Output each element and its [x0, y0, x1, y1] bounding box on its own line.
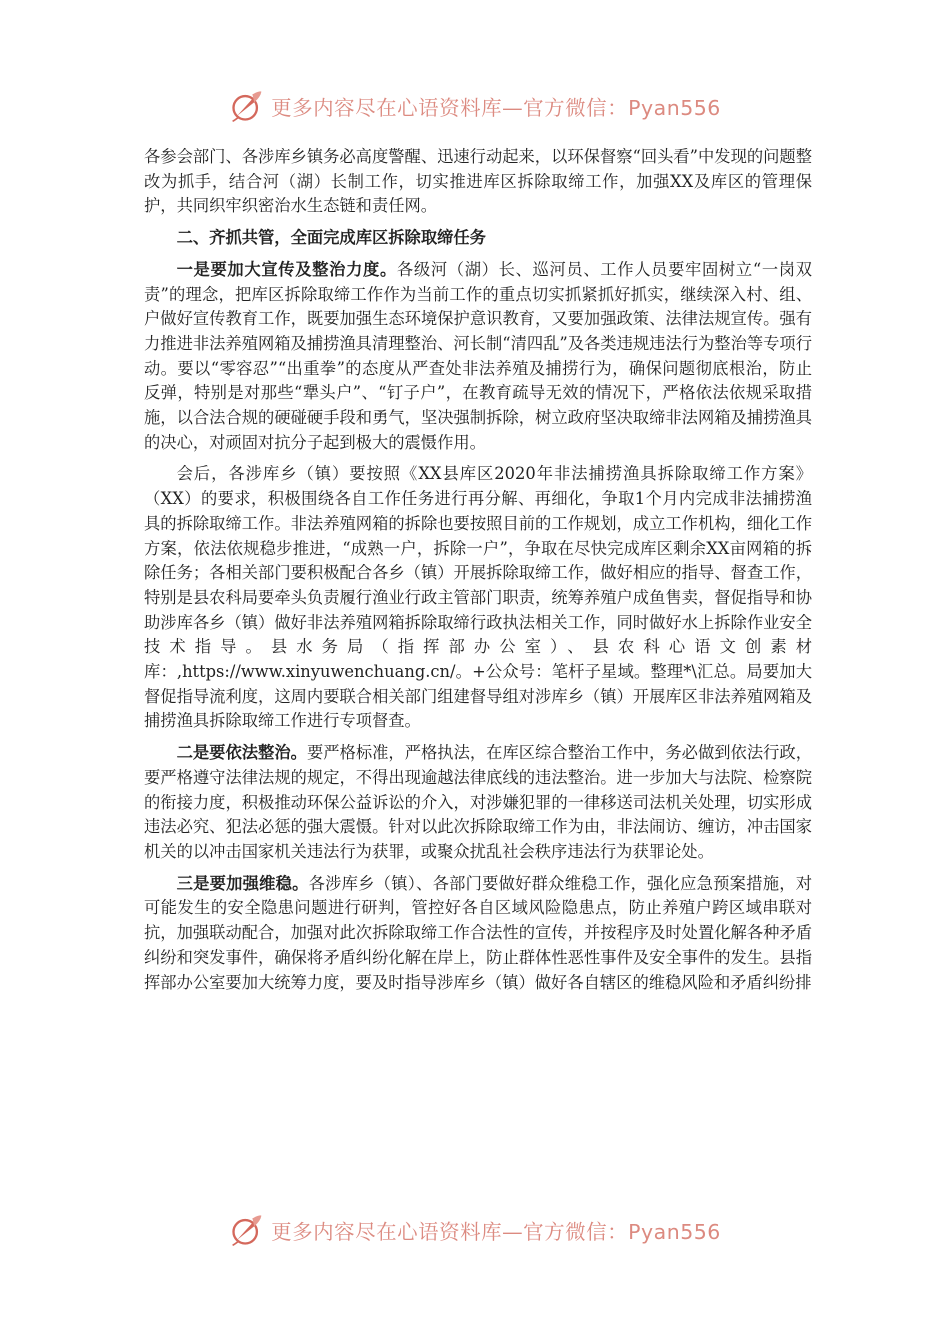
paragraph-after-meeting: 会后，各涉库乡（镇）要按照《XX县库区2020年非法捕捞渔具拆除取缔工作方案》（XX）的要求，积极围绕各自工作任务进行再分解、再细化，争取1个月内完成非法捕捞渔具的拆除取缔工作。非法养殖网箱的拆除也要按照目前的工作规划，成立工作机构，细化工作方案，依法依规稳步推进，“成熟一户，拆除一户”，争取在尽快完成库区剩余XX亩网箱的拆除任务；各相关部门要积极配合各乡（镇）开展拆除取缔工作，做好相应的指导、督查工作，特别是县农科局要牵头负责履行渔业行政主管部门职责，统筹养殖户成鱼售卖，督促指导和协助涉库各乡（镇）做好非法养殖网箱拆除取缔行政执法相关工作，同时做好水上拆除作业安全技术指导。县水务局（指挥部办公室）、县农科心语文创素材库：,https://www.xinyuwenchuang.cn/。+公众号：笔杆子星域。整理*\汇总。局要加大督促指导流利度，这周内要联合相关部门组建督导组对涉库乡（镇）开展库区非法养殖网箱及捕捞渔具拆除取缔工作进行专项督查。 — [144, 464, 812, 731]
header-watermark-banner — [0, 82, 950, 130]
banner-wechat-text: 官方微信：Pyan556 — [523, 96, 721, 120]
paragraph-text: 各级河（湖）长、巡河员、工作人员要牢固树立“一岗双责”的理念，把库区拆除取缔工作作为当前工作的重点切实抓紧抓好抓实，继续深入村、组、户做好宣传教育工作，既要加强生态环境保护意识教育，又要加强政策、法律法规宣传。强有力推进非法养殖网箱及捕捞渔具清理整治、河长制“清四乱”及各类违规违法行为整治等专项行动。要以“零容忍”“出重拳”的态度从严查处非法养殖及捕捞行为，确保问题彻底根治，防止反弹，特别是对那些“犟头户”、“钉子户”，在教育疏导无效的情况下，严格依法依规采取措施，以合法合规的硬碰硬手段和勇气，坚决强制拆除，树立政府坚决取缔非法网箱及捕捞渔具的决心，对顽固对抗分子起到极大的震慑作用。 — [144, 259, 812, 452]
banner-dash: — — [502, 1220, 524, 1244]
banner-text — [271, 1215, 721, 1245]
section-heading: 二、齐抓共管，全面完成库区拆除取缔任务 — [176, 228, 486, 248]
paragraph-publicity — [144, 258, 812, 456]
paragraph-text: 各涉库乡（镇）、各部门要做好群众维稳工作，强化应急预案措施，对可能发生的安全隐患问题进行研判，管控好各自区域风险隐患点，防止养殖户跨区域串联对抗，加强联动配合，加强对此次拆除取缔工作合法性的宣传，并按程序及时处置化解各种矛盾纠纷和突发事件，确保将矛盾纠纷化解在岸上，防止群体性恶性事件及安全事件的发生。县指挥部办公室要加大统筹力度，要及时指导涉库乡（镇）做好各自辖区的维稳风险和矛盾纠纷排 — [144, 873, 812, 992]
paragraph-lead: 一是要加大宣传及整治力度。 — [176, 259, 397, 279]
paragraph-intro: 各参会部门、各涉库乡镇务必高度警醒、迅速行动起来，以环保督察“回头看”中发现的问题整改为抓手，结合河（湖）长制工作，切实推进库区拆除取缔工作，加强XX及库区的管理保护，共同织牢织密治水生态链和责任网。 — [144, 147, 812, 216]
banner-wechat-text: 官方微信：Pyan556 — [523, 1220, 721, 1244]
banner-text — [271, 91, 721, 121]
paragraph-lead: 二是要依法整治。 — [176, 743, 307, 763]
paragraph-text: 要严格标准，严格执法，在库区综合整治工作中，务必做到依法行政，要严格遵守法律法规的规定，不得出现逾越法律底线的违法整治。进一步加大与法院、检察院的衔接力度，积极推动环保公益诉讼的介入，对涉嫌犯罪的一律移送司法机关处理，切实形成违法必究、犯法必惩的强大震慑。针对以此次拆除取缔工作为由，非法闹访、缠访，冲击国家机关的以冲击国家机关违法行为获罪，或聚众扰乱社会秩序违法行为获罪论处。 — [144, 743, 812, 861]
quill-logo-icon — [229, 88, 265, 124]
document-body — [144, 145, 812, 1002]
paragraph-lawful-rectification — [144, 741, 812, 865]
banner-library-text: 更多内容尽在心语资料库 — [271, 96, 503, 120]
paragraph-stability — [144, 872, 812, 996]
banner-library-text: 更多内容尽在心语资料库 — [271, 1220, 503, 1244]
paragraph-lead: 三是要加强维稳。 — [176, 873, 309, 893]
banner-dash: — — [502, 96, 524, 120]
quill-logo-icon — [229, 1212, 265, 1248]
footer-watermark-banner — [0, 1206, 950, 1254]
